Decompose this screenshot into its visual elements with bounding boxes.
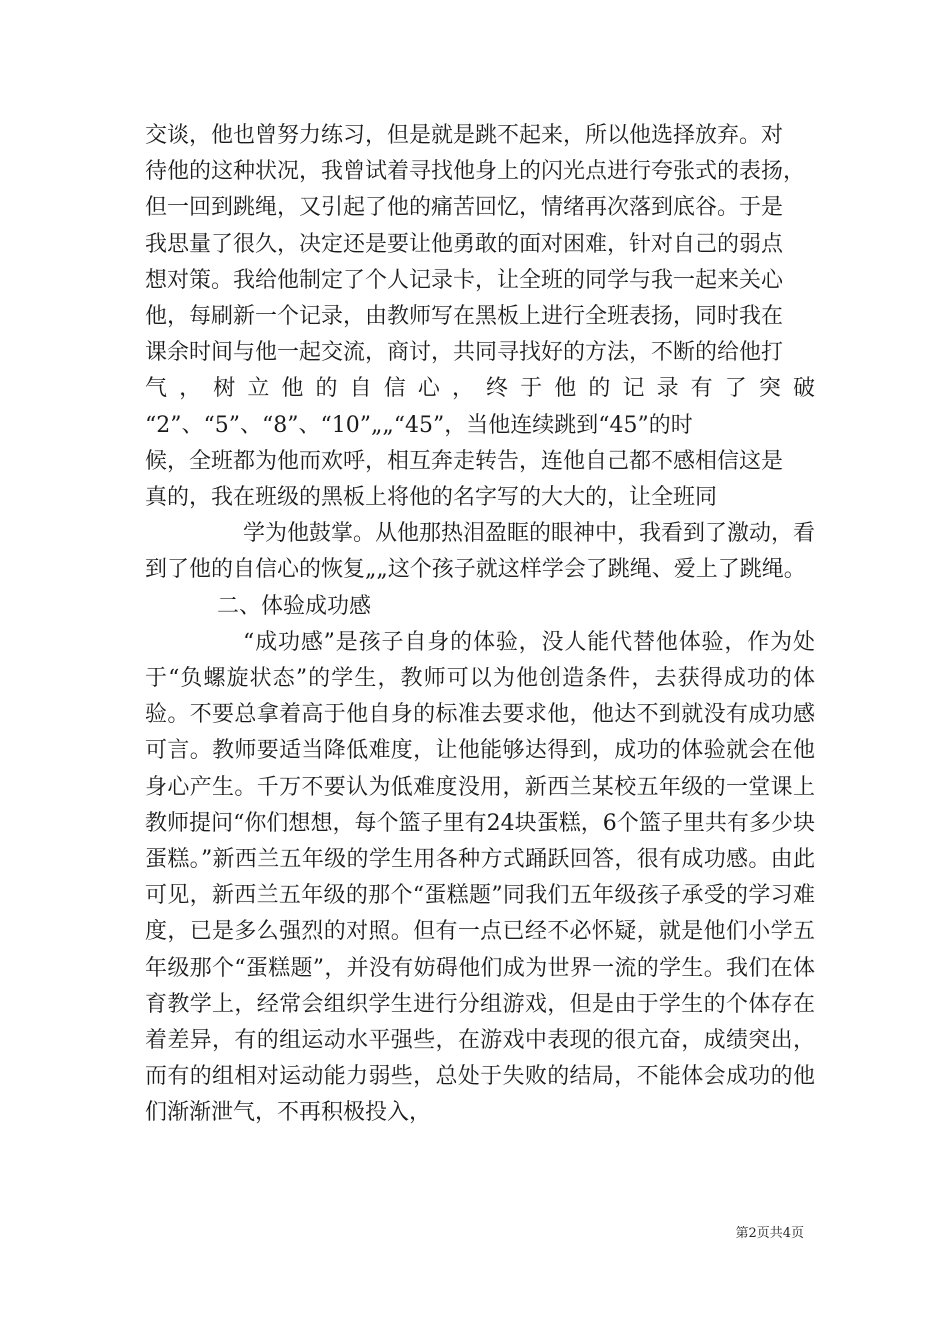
page-number-footer: 第2页共4页 [735, 1226, 804, 1241]
document-body [145, 118, 815, 1132]
paragraph-1 [145, 118, 815, 371]
paragraph-3: “成功感”是孩子自身的体验，没人能代替他体验，作为处于“负螺旋状态”的学生，教师可以为他创造条件，去获得成功的体验。不要总拿着高于他自身的标准去要求他，他达不到就没有成功感可言。教师要适当降低难度，让他能够达得到，成功的体验就会在他身心产生。千万不要认为低难度没用，新西兰某校五年级的一堂课上教师提问“你们想想，每个篮子里有24块蛋糕，6个篮子里共有多少块蛋糕。”新西兰五年级的学生用各种方式踊跃回答，很有成功感。由此可见，新西兰五年级的那个“蛋糕题”同我们五年级孩子承受的学习难度，已是多么强烈的对照。但有一点已经不必怀疑，就是他们小学五年级那个“蛋糕题”，并没有妨碍他们成为世界一流的学生。我们在体育教学上，经常会组织学生进行分组游戏，但是由于学生的个体存在着差异，有的组运动水平强些，在游戏中表现的很亢奋，成绩突出，而有的组相对运动能力弱些，总处于失败的结局，不能体会成功的他们渐渐泄气，不再积极投入， [145, 629, 815, 1126]
paragraph-line: 课余时间与他一起交流，商讨，共同寻找好的方法，不断的给他打 [145, 340, 784, 366]
paragraph-line: 待他的这种状况，我曾试着寻找他身上的闪光点进行夸张式的表扬， [145, 159, 806, 185]
paragraph-line: 想对策。我给他制定了个人记录卡，让全班的同学与我一起来关心 [145, 267, 784, 293]
paragraph-line: “2”、“5”、“8”、“10”„„“45”，当他连续跳到“45”的时 [145, 412, 693, 438]
paragraph-line: 交谈，他也曾努力练习，但是就是跳不起来，所以他选择放弃。对 [145, 123, 784, 148]
paragraph-line: 但一回到跳绳，又引起了他的痛苦回忆，情绪再次落到底谷。于是 [145, 195, 784, 221]
paragraph-1-continued [145, 408, 815, 517]
paragraph-line: 他，每刷新一个记录，由教师写在黑板上进行全班表扬，同时我在 [145, 304, 784, 330]
paragraph-line-spread: 气，树立他的自信心，终于他的记录有了突破 [145, 376, 815, 402]
paragraph-line: 真的，我在班级的黑板上将他的名字写的大大的，让全班同 [145, 485, 718, 511]
paragraph-line: 候，全班都为他而欢呼，相互奔走转告，连他自己都不感相信这是 [145, 448, 784, 474]
section-heading: 二、体验成功感 [217, 593, 372, 619]
paragraph-line: 我思量了很久，决定还是要让他勇敢的面对困难，针对自己的弱点 [145, 231, 784, 257]
paragraph-2: 学为他鼓掌。从他那热泪盈眶的眼神中，我看到了激动，看到了他的自信心的恢复„„这个孩子就这样学会了跳绳、爱上了跳绳。 [145, 521, 816, 583]
